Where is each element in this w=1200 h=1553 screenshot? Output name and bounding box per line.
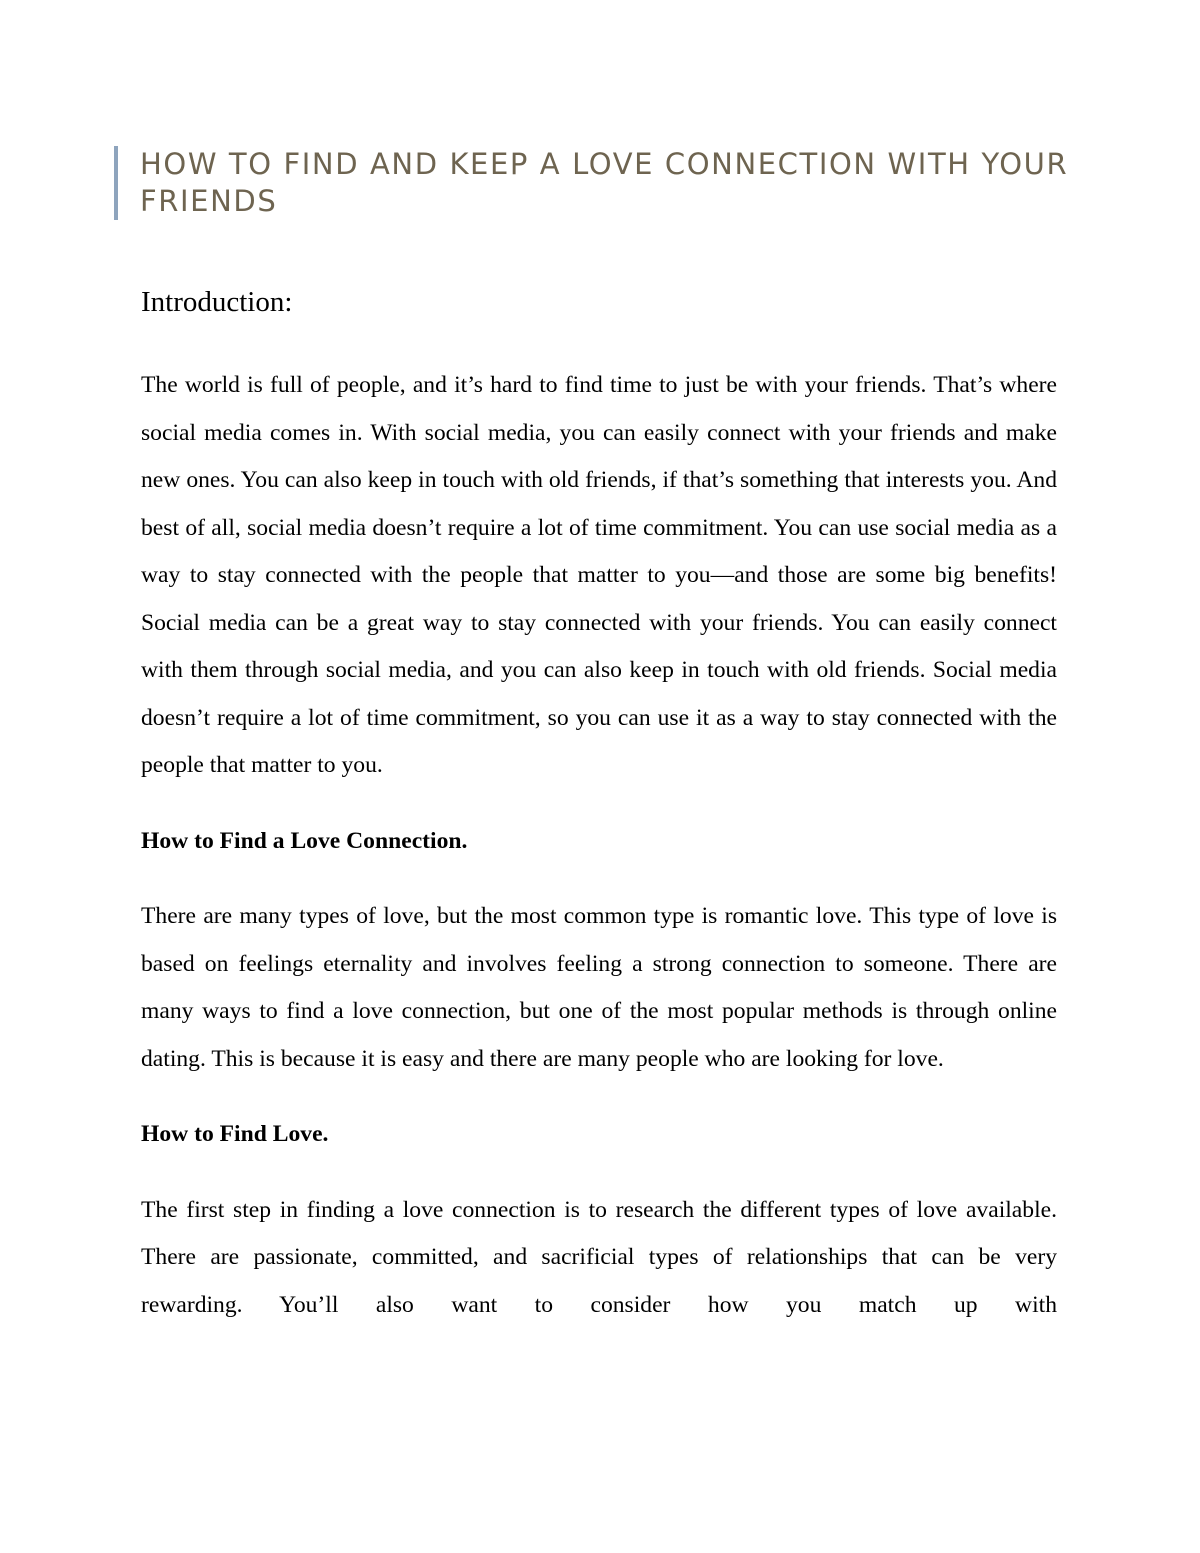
section-paragraph-find-love: The first step in finding a love connection is to research the different types of love available. There are passionate, committed, and sacrificial types of relationships that can be very rewarding. You’ll also want to consider how you match up with [141,1196,1057,1318]
document-body [141,282,1057,1357]
intro-paragraph: The world is full of people, and it’s hard to find time to just be with your friends. That’s where social media comes in. With social media, you can easily connect with your friends and make new ones. You can also keep in touch with old friends, if that’s something that interests you. And best of all, social media doesn’t require a lot of time commitment. You can use social media as a way to stay connected with the people that matter to you—and those are some big benefits! Social media can be a great way to stay connected with your friends. You can easily connect with them through social media, and you can also keep in touch with old friends. Social media doesn’t require a lot of time commitment, so you can use it as a way to stay connected with the people that matter to you. [141,372,1057,778]
document-title: HOW TO FIND AND KEEP A LOVE CONNECTION WITH YOUR FRIENDS [140,147,1069,218]
intro-heading: Introduction: [141,286,293,318]
section-heading-find-love-connection: How to Find a Love Connection. [141,827,468,854]
section-heading-find-love: How to Find Love. [141,1121,329,1147]
title-block [114,146,1100,220]
section-paragraph-find-love-connection: There are many types of love, but the most common type is romantic love. This type of love is based on feelings eternality and involves feeling a strong connection to someone. There are many ways to find a love connection, but one of the most popular methods is through online dating. This is because it is easy and there are many people who are looking for love. [141,903,1057,1072]
